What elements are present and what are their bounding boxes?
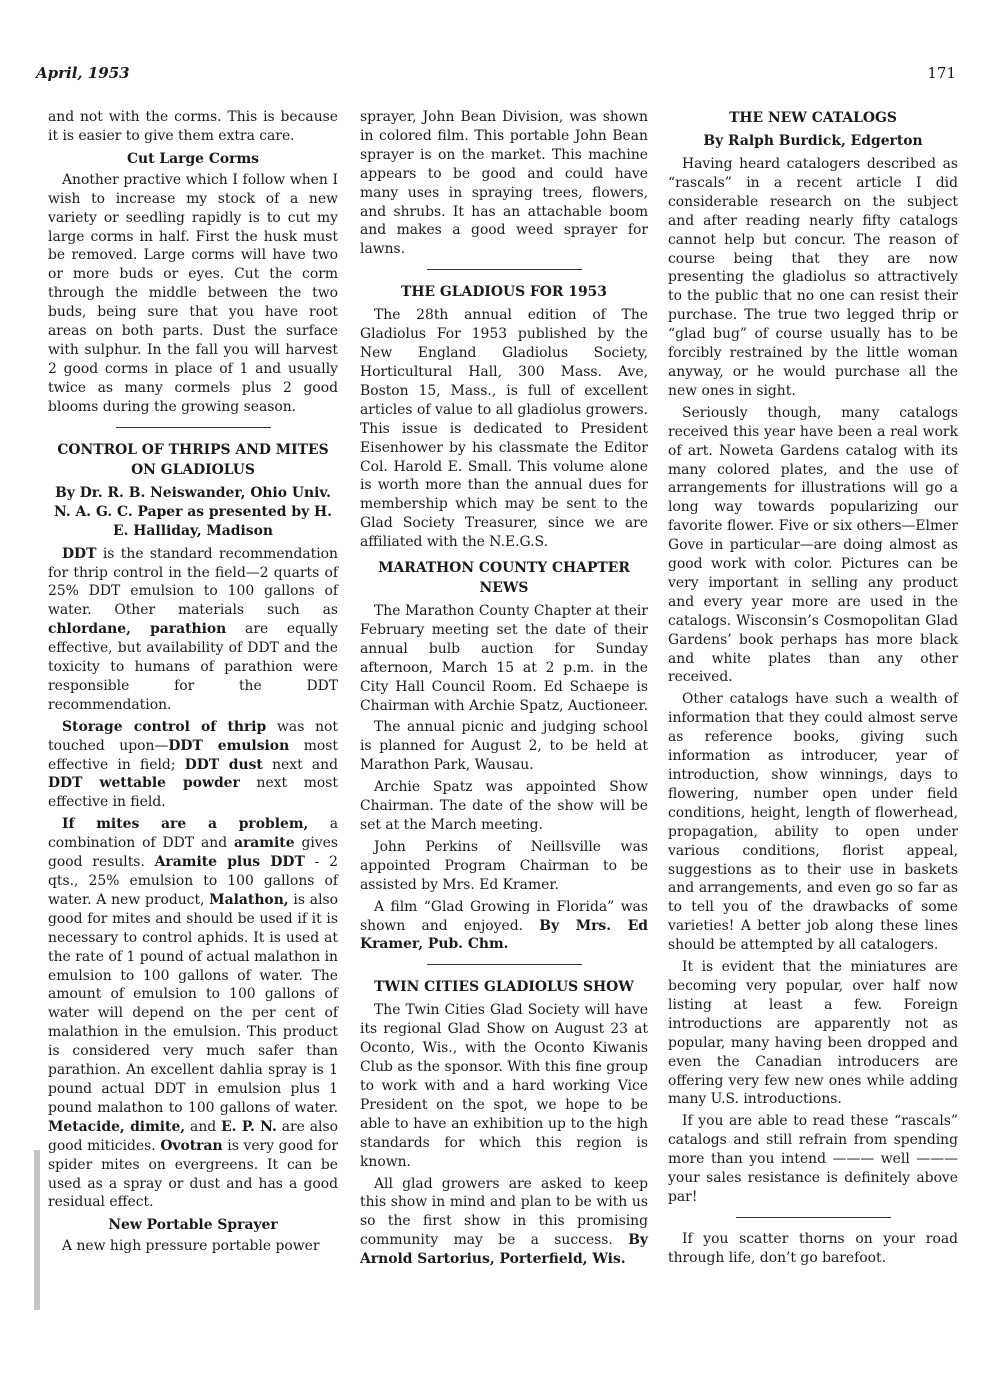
text: is also good for mites and should be used if it is necessary to control aphids. It is used at the rate of 1 pound of actual malathon in emulsion to 100 gallons of water. The amount of emulsion to 100 gallons of water will depend on the per cent of malathion in the emulsion. This product is considered very much safer than parathion. An excellent dahlia spray is 1 pound actual DDT in emulsion plus 1 pound malathon to 100 gallons of water. bbox=[48, 891, 339, 1116]
paragraph: The Marathon County Chapter at their February meeting set the date of their annual bulb auction for Sunday afternoon, March 15 at 2 p.m. in the City Hall Council Room. Ed Schaepe is Chairman with Archie Spatz, Auctioneer. bbox=[360, 603, 648, 714]
text: next most effective in field. bbox=[48, 775, 338, 811]
paragraph: The Twin Cities Glad Society will have its regional Glad Show on August 23 at Oconto, Wis., with the Oconto Kiwanis Club as the sponsor. With this fine group to work with and a hard working Vice President on the spot, we hope to be able to have an exhibition up to the high standards for which this region is known. bbox=[360, 1002, 648, 1170]
text: and bbox=[185, 1118, 222, 1135]
signature: By Arnold Sartorius, Porterfield, Wis. bbox=[360, 1232, 648, 1268]
paragraph: The 28th annual edition of The Gladiolus For 1953 published by the New England Gladiolus Society, Horticultural Hall, 300 Mass. Ave, Boston 15, Mass., is full of excellent articles of value to all gladiolus growers. This issue is dedicated to President Eisenhower by his classmate the Editor Col. Harold E. Small. This volume alone is worth more than the annual dues for membership which may be sent to the Glad Society Treasurer, since we are affiliated with the N.E.G.S. bbox=[360, 307, 648, 551]
subheading-portable-sprayer: New Portable Sprayer bbox=[108, 1217, 278, 1234]
article-title-gladious: THE GLADIOUS FOR 1953 bbox=[401, 284, 607, 301]
text: All glad growers are asked to keep this show in mind and plan to be with us so the first show in this promising community may be a success. bbox=[360, 1175, 648, 1249]
article-title-marathon: MARATHON COUNTY CHAPTER NEWS bbox=[378, 560, 630, 597]
signature: By Mrs. Ed Kramer, Pub. Chm. bbox=[360, 917, 649, 953]
text: A film “Glad Growing in Florida” was shown and enjoyed. bbox=[360, 898, 648, 934]
bold-text: aramite bbox=[233, 835, 295, 852]
issue-date: April, 1953 bbox=[36, 64, 130, 82]
bold-text: chlordane, parathion bbox=[48, 621, 227, 638]
paragraph-ddt bbox=[48, 545, 338, 715]
bold-text: Aramite plus DDT bbox=[154, 854, 305, 871]
section-divider bbox=[116, 427, 271, 428]
column-2 bbox=[360, 108, 648, 1272]
text: was not touched upon— bbox=[48, 718, 338, 754]
paragraph: Seriously though, many catalogs received this year have been a real work of art. Noweta Gardens catalog with its many colored plates, and the use of arrangements for illustrations will go a long way towards popularizing our favorite flower. Five or six others—Elmer Gove in particular—are doing almost as good work with color. Pictures can be very important in selling any product and every year more are used in the catalogs. Wisconsin’s Cosmopolitan Glad Gardens’ book perhaps has more black and white plates than any other received. bbox=[668, 404, 958, 686]
text: are also good miticides. bbox=[48, 1118, 338, 1154]
paragraph: Another practive which I follow when I wish to increase my stock of a new variety or seedling rapidly is to cut my large corms in half. First the husk must be removed. Large corms will have two or more buds or eyes. Cut the corm through the middle between the two buds, being sure that you have root areas on both parts. Dust the surface with sulphur. In the fall you will harvest 2 good corms in place of 1 and usually twice as many cormels plus 2 good blooms during the growing season. bbox=[48, 171, 338, 415]
paragraph-mites bbox=[48, 815, 338, 1212]
text: - 2 qts., 25% emulsion to 100 gallons of water. A new product, bbox=[48, 854, 338, 908]
paragraph-storage bbox=[48, 718, 338, 813]
paragraph: John Perkins of Neillsville was appointed Program Chairman to be assisted by Mrs. Ed Kramer. bbox=[360, 838, 648, 893]
scan-edge-shadow bbox=[34, 1150, 40, 1310]
paragraph: and not with the corms. This is because it is easier to give them extra care. bbox=[48, 109, 338, 144]
paragraph: Archie Spatz was appointed Show Chairman. The date of the show will be set at the March meeting. bbox=[360, 779, 648, 833]
text: next and bbox=[262, 756, 338, 773]
article-byline: By Ralph Burdick, Edgerton bbox=[703, 133, 923, 149]
article-title-twin-cities: TWIN CITIES GLADIOLUS SHOW bbox=[374, 979, 634, 996]
text: most effective in field; bbox=[48, 737, 338, 773]
article-byline: By Dr. R. B. Neiswander, Ohio Univ. N. A. G. C. Paper as presented by H. E. Halliday, Madison bbox=[54, 484, 332, 539]
bold-text: Storage control of thrip bbox=[62, 718, 267, 735]
text: are equally effective, but availability of DDT and the toxicity to humans of parathion were responsible for the DDT recommendation. bbox=[48, 621, 339, 713]
section-divider bbox=[427, 964, 582, 965]
bold-text: DDT emulsion bbox=[168, 737, 290, 754]
bold-text: Ovotran bbox=[160, 1137, 223, 1154]
paragraph: A new high pressure portable power bbox=[62, 1238, 320, 1255]
article-title-new-catalogs: THE NEW CATALOGS bbox=[729, 110, 897, 126]
text: a combination of DDT and bbox=[48, 816, 338, 852]
bold-text: DDT dust bbox=[184, 756, 263, 773]
paragraph: If you are able to read these “rascals” catalogs and still refrain from spending more than you intend ——— well ——— your sales resistance is definitely above par! bbox=[668, 1113, 958, 1205]
paragraph: Having heard catalogers described as “rascals” in a recent article I did considerable research on the subject and after reading nearly fifty catalogs cannot help but concur. The reason of course being that they are now presenting the gladiolus so attractively to the public that no one can resist their purchase. The true two legged thrip or “glad bug” of course usually has to be forcibly restrained by the little woman anyway, or he would purchase all the new ones in sight. bbox=[668, 156, 958, 399]
text: is the standard recommendation for thrip control in the field—2 quarts of 25% DDT emulsion to 100 gallons of water. Other materials such as bbox=[48, 545, 338, 619]
bold-text: DDT bbox=[62, 545, 97, 562]
column-1 bbox=[48, 108, 338, 1259]
page-number: 171 bbox=[927, 64, 956, 82]
filler-quote: If you scatter thorns on your road through life, don’t go barefoot. bbox=[668, 1230, 958, 1266]
paragraph-closing bbox=[360, 1175, 648, 1270]
bold-text: DDT wettable powder bbox=[48, 775, 240, 792]
paragraph: The annual picnic and judging school is planned for August 2, to be held at Marathon Park, Wausau. bbox=[360, 719, 648, 774]
bold-text: If mites are a problem, bbox=[62, 816, 309, 833]
page-header bbox=[36, 64, 956, 88]
bold-text: Metacide, dimite, bbox=[48, 1118, 186, 1135]
text: is very good for spider mites on evergreens. It can be used as a spray or dust and has a good residual effect. bbox=[48, 1137, 338, 1211]
article-title-thrips-mites: CONTROL OF THRIPS AND MITES ON GLADIOLUS bbox=[57, 441, 329, 478]
paragraph: sprayer, John Bean Division, was shown in colored film. This portable John Bean sprayer is on the market. This machine appears to be good and could have many uses in spraying trees, flowers, and shrubs. It has an attachable boom and makes a good weed sprayer for lawns. bbox=[360, 109, 648, 258]
section-divider bbox=[736, 1217, 891, 1218]
bold-text: Malathon, bbox=[209, 891, 289, 908]
column-3 bbox=[668, 108, 958, 1271]
bold-text: E. P. N. bbox=[221, 1118, 277, 1135]
text: gives good results. bbox=[48, 835, 338, 871]
paragraph: Other catalogs have such a wealth of information that they could almost serve as reference books, giving such information as introducer, year of introduction, show winnings, days to flowering, number open under field conditions, height, length of flowerhead, propagation, ability to open under various conditions, florist appeal, suggestions as to their use in baskets and arrangements, and even go so far as to tell you of the drawbacks of some varieties! A better job along these lines should be attempted by all catalogers. bbox=[668, 691, 958, 954]
paragraph: It is evident that the miniatures are becoming very popular, over half now listing at least a few. Foreign introductions are apparently not as popular, many having been dropped and even the Canadian introducers are offering very few new ones while adding many U.S. introductions. bbox=[668, 959, 958, 1108]
section-divider bbox=[427, 269, 582, 270]
paragraph-film bbox=[360, 898, 648, 955]
subheading-cut-large-corms: Cut Large Corms bbox=[126, 150, 260, 167]
